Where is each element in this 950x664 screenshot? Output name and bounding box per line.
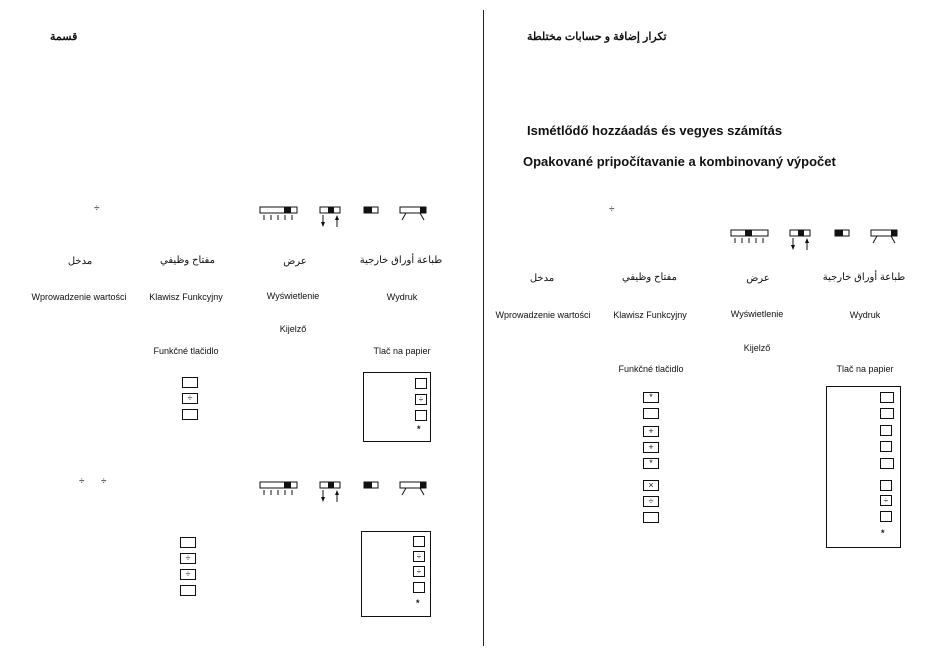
divide-key: ÷ bbox=[180, 569, 196, 580]
tape-entry bbox=[880, 511, 892, 522]
printing-header-ar: طباعة أوراق خارجية bbox=[822, 272, 906, 283]
tape-total-star: * bbox=[881, 528, 885, 538]
plus-key: + bbox=[643, 426, 659, 437]
switch-settings-diagram bbox=[260, 207, 440, 231]
left-page-title: قسمة bbox=[50, 31, 78, 43]
tape-total-star: * bbox=[416, 598, 420, 608]
function-key-header-ar: مفتاح وظيفي bbox=[160, 255, 215, 266]
printing-header-ar: طباعة أوراق خارجية bbox=[359, 255, 443, 266]
divide-key: ÷ bbox=[643, 496, 659, 507]
entry-symbol: ÷ bbox=[79, 476, 85, 487]
switch-settings-diagram bbox=[260, 482, 440, 506]
heading-hu: Ismétlődő hozzáadás és vegyes számítás bbox=[527, 123, 783, 138]
function-key bbox=[182, 377, 198, 388]
tape-entry bbox=[413, 582, 425, 593]
divide-key: ÷ bbox=[182, 393, 198, 404]
tape-entry bbox=[880, 458, 894, 469]
total-key: * bbox=[643, 392, 659, 403]
entry-symbol: ÷ bbox=[101, 476, 107, 487]
entry-header-pl: Wprowadzenie wartości bbox=[31, 292, 127, 302]
entry-symbol: ÷ bbox=[609, 204, 615, 215]
function-key bbox=[182, 409, 198, 420]
printout-tape bbox=[361, 531, 431, 617]
tape-entry bbox=[880, 425, 892, 436]
tape-entry: ÷ bbox=[413, 566, 425, 577]
total-key: * bbox=[643, 458, 659, 469]
divide-key: ÷ bbox=[180, 553, 196, 564]
function-key-header-pl: Klawisz Funkcyjny bbox=[613, 310, 687, 320]
entry-header-pl: Wprowadzenie wartości bbox=[495, 310, 591, 320]
entry-symbol: ÷ bbox=[94, 203, 100, 214]
tape-entry bbox=[415, 410, 427, 421]
tape-entry bbox=[880, 441, 892, 452]
printout-tape bbox=[363, 372, 431, 442]
function-key-header-sk: Funkčné tlačidlo bbox=[153, 346, 219, 356]
function-key-header-sk: Funkčné tlačidlo bbox=[618, 364, 684, 374]
tape-total-star: * bbox=[417, 424, 421, 434]
display-header-ar: عرض bbox=[746, 273, 770, 284]
printing-header-sk: Tlač na papier bbox=[836, 364, 894, 374]
function-key bbox=[643, 408, 659, 419]
tape-entry bbox=[880, 408, 894, 419]
plus-key: + bbox=[643, 442, 659, 453]
display-header-pl: Wyświetlenie bbox=[730, 309, 784, 319]
printing-header-pl: Wydruk bbox=[849, 310, 881, 320]
heading-sk: Opakované pripočítavanie a kombinovaný výpočet bbox=[523, 154, 836, 169]
tape-entry: ÷ bbox=[413, 551, 425, 562]
right-page-title: تكرار إضافة و حسابات مختلطة bbox=[527, 31, 667, 43]
printing-header-sk: Tlač na papier bbox=[373, 346, 431, 356]
entry-header-ar: مدخل bbox=[67, 256, 93, 267]
printout-tape bbox=[826, 386, 901, 548]
tape-entry bbox=[880, 480, 892, 491]
function-key-header-ar: مفتاح وظيفي bbox=[622, 272, 677, 283]
function-key bbox=[643, 512, 659, 523]
tape-entry bbox=[880, 392, 894, 403]
display-header-ar: عرض bbox=[283, 256, 307, 267]
display-header-sk: Kijelző bbox=[743, 343, 771, 353]
entry-header-ar: مدخل bbox=[529, 273, 555, 284]
function-key-header-pl: Klawisz Funkcyjny bbox=[149, 292, 223, 302]
multiply-key: × bbox=[643, 480, 659, 491]
function-key bbox=[180, 537, 196, 548]
page-divider bbox=[483, 10, 484, 646]
tape-entry: ÷ bbox=[880, 495, 892, 506]
display-header-sk: Kijelző bbox=[279, 324, 307, 334]
tape-entry: ÷ bbox=[415, 394, 427, 405]
printing-header-pl: Wydruk bbox=[386, 292, 418, 302]
tape-entry bbox=[413, 536, 425, 547]
tape-entry bbox=[415, 378, 427, 389]
switch-settings-diagram bbox=[731, 230, 911, 254]
display-header-pl: Wyświetlenie bbox=[266, 291, 320, 301]
function-key bbox=[180, 585, 196, 596]
